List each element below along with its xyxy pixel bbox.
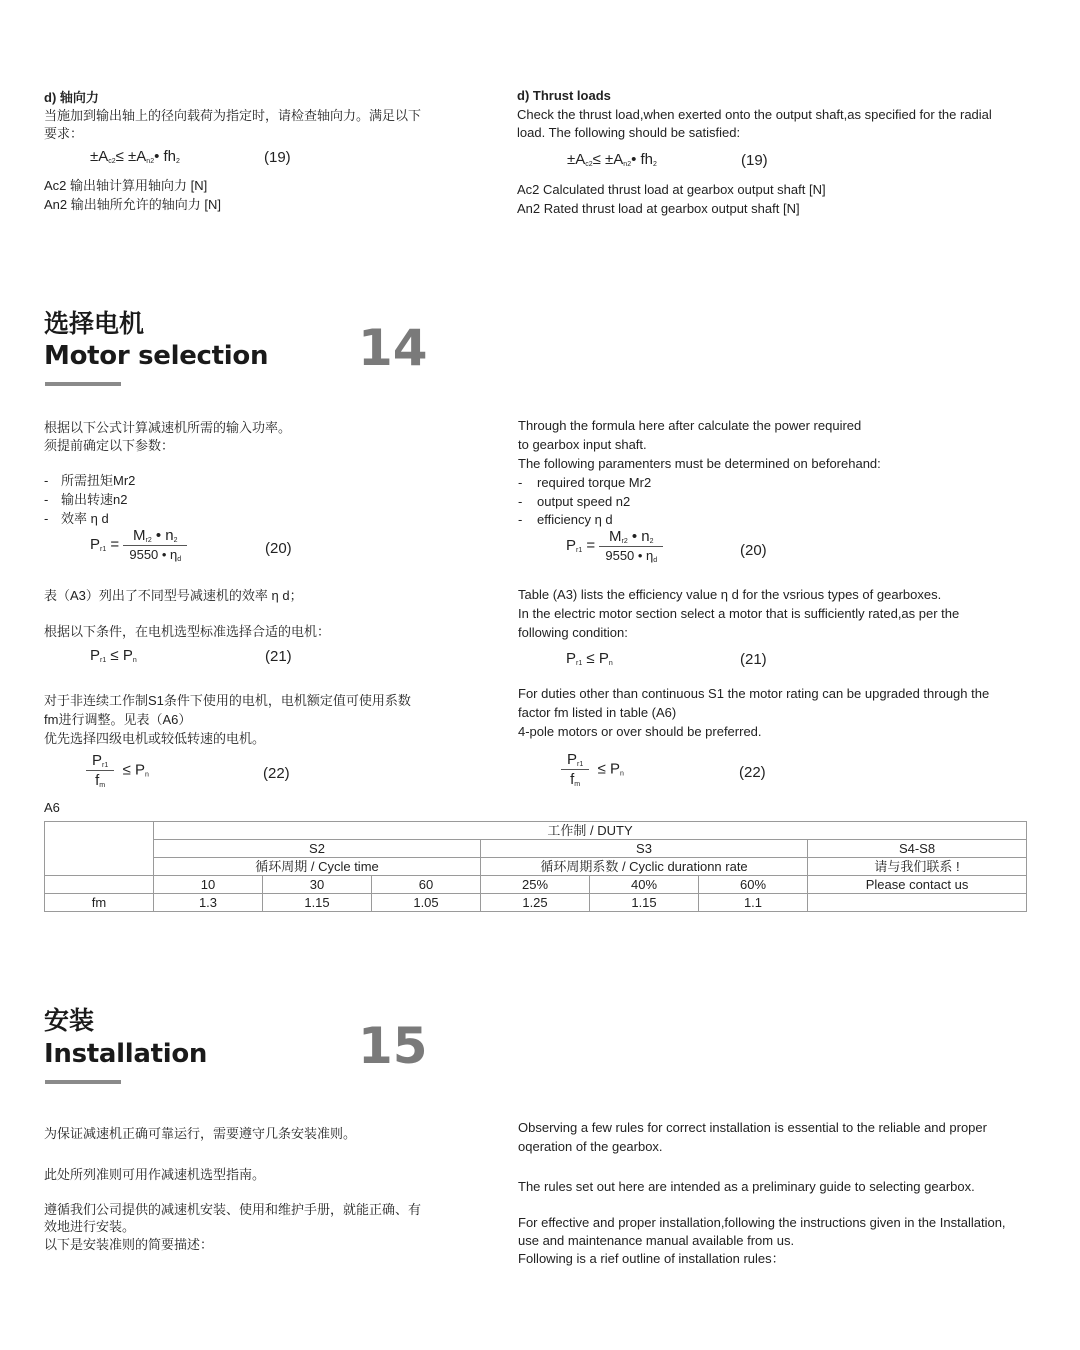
f-sub-r2: r2 — [145, 537, 152, 544]
table-label: A6 — [44, 800, 60, 815]
table-cell: 1.15 — [590, 894, 699, 912]
f-dot-n: • n — [631, 528, 650, 545]
f-sub-m: m — [99, 782, 106, 789]
motor-table-note-en-3: following condition: — [518, 625, 628, 640]
f19-a: ±A — [567, 151, 586, 168]
column-header: 40% — [590, 876, 699, 894]
motor-duty-en-3: 4-pole motors or over should be preferred. — [518, 724, 762, 739]
eq-number-20-cn: (20) — [265, 540, 292, 557]
duty-header: 工作制 / DUTY — [154, 822, 1027, 840]
formula-22-en — [561, 751, 624, 788]
motor-intro-en-3: The following paramenters must be determined on beforehand: — [518, 456, 881, 471]
motor-table-note-en-1: Table (A3) lists the efficiency value η d for the vsrious types of gearboxes. — [518, 587, 942, 602]
motor-duty-cn-2: fm进行调整。见表（A6） — [44, 712, 192, 727]
install-en-p3-2: use and maintenance manual available from us. — [518, 1233, 795, 1248]
f-leq-P: ≤ P — [586, 650, 609, 667]
install-en-p3-1: For effective and proper installation,following the instructions given in the Installation, — [518, 1215, 1006, 1230]
table-a6 — [44, 821, 1027, 912]
table-row — [45, 840, 1027, 858]
column-header: 30 — [263, 876, 372, 894]
motor-table-note-cn: 表（A3）列出了不同型号减速机的效率 η d； — [44, 588, 303, 603]
f-sub-r2: r2 — [621, 538, 628, 545]
eq-number-22-cn: (22) — [263, 765, 290, 782]
f-sub-r1: r1 — [100, 545, 107, 553]
bullet-en-2 — [518, 493, 631, 512]
f-dot-n: • n — [155, 527, 174, 544]
table-cell: 1.3 — [154, 894, 263, 912]
fraction — [123, 527, 187, 563]
f-P: P — [90, 535, 101, 553]
f19-b: ≤ ±A — [115, 148, 147, 165]
table-row — [45, 858, 1027, 876]
f-sub-m: m — [574, 781, 581, 788]
f-sub-r1: r1 — [576, 660, 583, 667]
bullet-text: 效率 η d — [61, 511, 109, 526]
install-en-p3-3: Following is a rief outline of installation rules： — [518, 1251, 785, 1266]
s3-header: S3 — [481, 840, 808, 858]
bullet-dash: - — [518, 494, 523, 509]
f-den: 9550 • η — [129, 547, 178, 562]
thrust-def-cn-1: Ac2 输出轴计算用轴向力 [N] — [44, 178, 208, 193]
bullet-en-1 — [518, 474, 652, 493]
motor-intro-cn-2: 须提前确定以下参数： — [44, 438, 175, 453]
f-equals: = — [110, 535, 120, 553]
numerator — [599, 528, 663, 547]
f-den: 9550 • η — [605, 548, 654, 563]
motor-duty-en-1: For duties other than continuous S1 the motor rating can be upgraded through the — [518, 686, 990, 701]
f19-sub-2: 2 — [176, 158, 180, 165]
formula-22-cn — [86, 752, 149, 789]
fraction — [86, 752, 114, 789]
install-underline — [45, 1080, 121, 1084]
section-number: 14 — [358, 319, 428, 377]
f19-sub-2: 2 — [653, 161, 657, 168]
formula-21-cn — [90, 647, 137, 664]
install-en-p1-2: oqeration of the gearbox. — [518, 1139, 663, 1154]
bullet-text: 输出转速n2 — [61, 492, 128, 507]
section-title-en: Motor selection — [44, 341, 269, 371]
row-label: fm — [45, 894, 154, 912]
empty-cell — [45, 876, 154, 894]
f-leq-P: ≤ P — [597, 760, 620, 778]
s4s8-header: S4-S8 — [808, 840, 1027, 858]
bullet-cn-2 — [44, 491, 128, 510]
denominator — [599, 547, 663, 564]
f-P: P — [567, 751, 578, 768]
cycle-time-header: 循环周期 / Cycle time — [154, 858, 481, 876]
install-en-p1-1: Observing a few rules for correct installation is essential to the reliable and proper — [518, 1120, 987, 1135]
thrust-text-cn-2: 要求： — [44, 126, 84, 141]
f19-a: ±A — [90, 148, 109, 165]
motor-intro-en-1: Through the formula here after calculate the power required — [518, 418, 862, 433]
table-cell: 1.05 — [372, 894, 481, 912]
f-sub-r1: r1 — [576, 546, 583, 554]
formula-20-cn — [90, 527, 187, 563]
f-M: M — [132, 527, 146, 544]
bullet-text: output speed n2 — [537, 494, 631, 509]
motor-duty-en-2: factor fm listed in table (A6) — [518, 705, 677, 720]
f19-c: • fh — [631, 151, 654, 168]
f-P: P — [90, 647, 101, 664]
thrust-text-en-2: load. The following should be satisfied: — [517, 125, 741, 140]
bullet-dash: - — [44, 473, 49, 488]
motor-condition-cn: 根据以下条件，在电机选型标准选择合适的电机： — [44, 624, 331, 639]
bullet-dash: - — [44, 492, 49, 507]
column-header: 25% — [481, 876, 590, 894]
f-sub-r1: r1 — [100, 657, 107, 664]
table-corner-cell — [45, 822, 154, 876]
f-equals: = — [586, 536, 596, 554]
f19-c: • fh — [154, 148, 177, 165]
formula-21-en — [566, 650, 613, 667]
f19-sub-c2: c2 — [108, 158, 116, 165]
denominator — [123, 546, 187, 563]
f-leq-P: ≤ P — [122, 761, 145, 779]
f19-sub-n2: n2 — [623, 161, 632, 168]
motor-duty-cn-3: 优先选择四级电机或较低转速的电机。 — [44, 731, 266, 746]
formula-20-en — [566, 528, 663, 564]
table-cell: 1.25 — [481, 894, 590, 912]
thrust-heading-cn: d) 轴向力 — [44, 90, 99, 105]
f-sub-d: d — [177, 556, 182, 563]
table-row — [45, 822, 1027, 840]
bullet-text: efficiency η d — [537, 512, 613, 527]
numerator — [86, 752, 114, 771]
install-en-p2: The rules set out here are intended as a preliminary guide to selecting gearbox. — [518, 1179, 975, 1194]
install-cn-p3-1: 遵循我们公司提供的减速机安装、使用和维护手册，就能正确、有 — [44, 1202, 422, 1217]
fraction — [599, 528, 663, 564]
column-header: 10 — [154, 876, 263, 894]
table-cell: 1.15 — [263, 894, 372, 912]
install-number: 15 — [358, 1017, 428, 1075]
table-row — [45, 894, 1027, 912]
f-f: f — [570, 771, 575, 788]
motor-intro-cn-1: 根据以下公式计算减速机所需的输入功率。 — [44, 420, 292, 435]
contact-cn: 请与我们联系 ! — [808, 858, 1027, 876]
bullet-text: required torque Mr2 — [537, 475, 652, 490]
bullet-cn-3 — [44, 510, 109, 529]
f-sub-n: n — [145, 771, 149, 779]
table-row — [45, 876, 1027, 894]
denominator — [86, 771, 114, 789]
f19-sub-c2: c2 — [585, 161, 593, 168]
fraction — [561, 751, 589, 788]
thrust-text-cn-1: 当施加到输出轴上的径向载荷为指定时，请检查轴向力。满足以下 — [44, 108, 422, 123]
cyclic-rate-header: 循环周期系数 / Cyclic durationn rate — [481, 858, 808, 876]
thrust-heading-en: d) Thrust loads — [517, 88, 611, 103]
contact-en: Please contact us — [808, 876, 1027, 894]
thrust-def-cn-2: An2 输出轴所允许的轴向力 [N] — [44, 197, 221, 212]
eq-number-22-en: (22) — [739, 764, 766, 781]
f-sub-n: n — [132, 657, 137, 664]
f-P: P — [92, 752, 103, 769]
bullet-en-3 — [518, 511, 613, 530]
f-P: P — [566, 650, 577, 667]
f-sub-r1: r1 — [102, 762, 109, 769]
f-P: P — [566, 536, 577, 554]
numerator — [561, 751, 589, 770]
f-M: M — [608, 528, 622, 545]
empty-cell — [808, 894, 1027, 912]
eq-number-21-cn: (21) — [265, 648, 292, 665]
thrust-def-en-2: An2 Rated thrust load at gearbox output shaft [N] — [517, 201, 800, 216]
column-header: 60 — [372, 876, 481, 894]
motor-table-note-en-2: In the electric motor section select a motor that is sufficiently rated,as per the — [518, 606, 960, 621]
denominator — [561, 770, 589, 788]
f-sub-2: 2 — [173, 537, 178, 544]
thrust-def-en-1: Ac2 Calculated thrust load at gearbox output shaft [N] — [517, 182, 826, 197]
bullet-dash: - — [44, 511, 49, 526]
eq-number-21-en: (21) — [740, 651, 767, 668]
bullet-dash: - — [518, 475, 523, 490]
numerator — [123, 527, 187, 546]
install-cn-p3-3: 以下是安装准则的简要描述： — [44, 1237, 214, 1252]
bullet-text: 所需扭矩Mr2 — [61, 473, 136, 488]
f-leq-P: ≤ P — [110, 647, 133, 664]
install-title-cn: 安装 — [44, 1006, 95, 1035]
eq-number-19-cn: (19) — [264, 149, 291, 166]
column-header: 60% — [699, 876, 808, 894]
eq-number-19-en: (19) — [741, 152, 768, 169]
f19-b: ≤ ±A — [592, 151, 624, 168]
f-sub-2: 2 — [649, 538, 654, 545]
install-cn-p1: 为保证减速机正确可靠运行，需要遵守几条安装准则。 — [44, 1126, 357, 1141]
eq-number-20-en: (20) — [740, 542, 767, 559]
f19-sub-n2: n2 — [146, 158, 155, 165]
motor-duty-cn-1: 对于非连续工作制S1条件下使用的电机，电机额定值可使用系数 — [44, 693, 411, 708]
table-cell: 1.1 — [699, 894, 808, 912]
install-cn-p2: 此处所列准则可用作减速机选型指南。 — [44, 1167, 266, 1182]
f-sub-r1: r1 — [577, 761, 584, 768]
f-sub-d: d — [653, 557, 658, 564]
bullet-cn-1 — [44, 472, 136, 491]
f-f: f — [95, 772, 100, 789]
section-underline — [45, 382, 121, 386]
formula-19-cn — [90, 148, 180, 165]
s2-header: S2 — [154, 840, 481, 858]
motor-intro-en-2: to gearbox input shaft. — [518, 437, 647, 452]
install-cn-p3-2: 效地进行安装。 — [44, 1219, 136, 1234]
bullet-dash: - — [518, 512, 523, 527]
install-title-en: Installation — [44, 1039, 208, 1069]
formula-19-en — [567, 151, 657, 168]
f-sub-n: n — [608, 660, 613, 667]
f-sub-n: n — [620, 770, 624, 778]
section-title-cn: 选择电机 — [44, 309, 145, 338]
thrust-text-en-1: Check the thrust load,when exerted onto the output shaft,as specified for the radial — [517, 107, 992, 122]
